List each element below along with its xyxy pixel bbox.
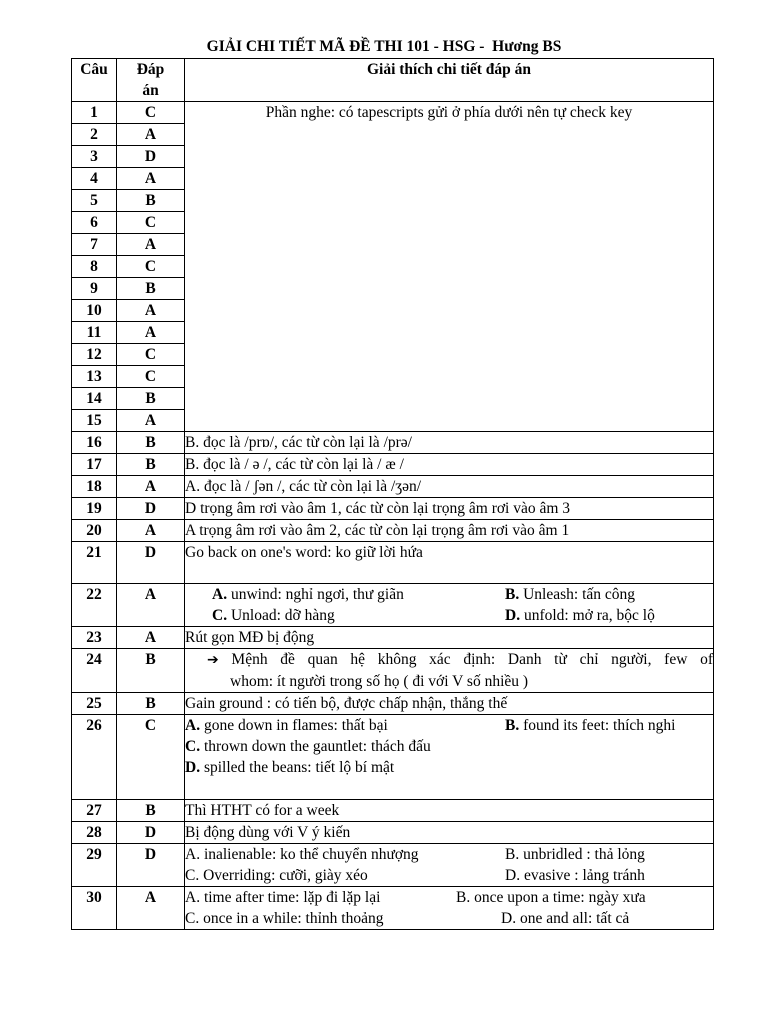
option-label: C.	[185, 738, 201, 755]
question-number: 25	[72, 693, 117, 715]
answer-letter: A	[117, 476, 185, 498]
header-cau	[72, 59, 117, 102]
header-giai-thich	[185, 59, 714, 102]
option-line	[185, 605, 713, 626]
header-dap-an	[117, 59, 185, 102]
explanation-line	[185, 649, 713, 671]
answer-letter: C	[117, 344, 185, 366]
question-number: 18	[72, 476, 117, 498]
document-title: GIẢI CHI TIẾT MÃ ĐỀ THI 101 - HSG - Hương BS	[206, 38, 562, 55]
answer-letter: D	[117, 822, 185, 844]
question-number: 29	[72, 844, 117, 887]
option-label: C.	[212, 607, 228, 624]
question-number: 5	[72, 190, 117, 212]
answer-letter: B	[117, 278, 185, 300]
explanation: D trọng âm rơi vào âm 1, các từ còn lại trọng âm rơi vào âm 3	[185, 498, 714, 520]
option-label: B.	[505, 717, 520, 734]
option-text: unfold: mở ra, bộc lộ	[520, 607, 655, 624]
table-row	[72, 454, 714, 476]
question-number: 22	[72, 584, 117, 627]
answer-letter: A	[117, 410, 185, 432]
answer-letter: D	[117, 844, 185, 887]
option-text: thrown down the gauntlet: thách đấu	[200, 738, 431, 755]
option-text: unwind: nghỉ ngơi, thư giãn	[227, 586, 404, 603]
answer-letter: C	[117, 212, 185, 234]
answer-letter: C	[117, 102, 185, 124]
answer-letter: B	[117, 693, 185, 715]
explanation	[185, 844, 714, 887]
option-b	[505, 715, 675, 736]
option-text: gone down in flames: thất bại	[200, 717, 388, 734]
table-row	[72, 584, 714, 627]
header-cau-label: Câu	[80, 61, 108, 78]
option-d: D. one and all: tất cả	[501, 910, 630, 927]
answer-letter: D	[117, 146, 185, 168]
table-header-row	[72, 59, 714, 102]
option-a	[212, 584, 505, 605]
question-number: 21	[72, 542, 117, 584]
option-a	[185, 715, 505, 736]
table-row	[72, 800, 714, 822]
listening-note: Phần nghe: có tapescripts gửi ở phía dưới nên tự check key	[185, 102, 714, 432]
option-text: Unload: dỡ hàng	[227, 607, 335, 624]
question-number: 23	[72, 627, 117, 649]
answer-letter: B	[117, 432, 185, 454]
question-number: 11	[72, 322, 117, 344]
question-number: 4	[72, 168, 117, 190]
table-row	[72, 542, 714, 584]
answer-letter: C	[117, 256, 185, 278]
explanation: Gain ground : có tiến bộ, được chấp nhận, thắng thế	[185, 693, 714, 715]
answer-letter: B	[117, 800, 185, 822]
answer-letter: A	[117, 300, 185, 322]
explanation	[185, 715, 714, 800]
option-c	[212, 605, 505, 626]
answer-letter: D	[117, 498, 185, 520]
question-number: 26	[72, 715, 117, 800]
option-label: B.	[505, 586, 520, 603]
option-c: C. once in a while: thỉnh thoảng	[185, 910, 384, 927]
answer-letter: A	[117, 584, 185, 627]
explanation	[185, 649, 714, 693]
explanation-text: whom: ít người trong số họ ( đi với V số nhiều )	[230, 673, 529, 690]
table-row	[72, 887, 714, 930]
option-line	[185, 865, 713, 886]
header-giai-thich-label: Giải thích chi tiết đáp án	[366, 61, 532, 78]
explanation: Go back on one's word: ko giữ lời hứa	[185, 542, 714, 584]
explanation	[185, 584, 714, 627]
answer-table	[71, 58, 714, 930]
table-row	[72, 649, 714, 693]
answer-letter: A	[117, 168, 185, 190]
option-line	[185, 584, 713, 605]
question-number: 10	[72, 300, 117, 322]
answer-letter: A	[117, 887, 185, 930]
option-text: found its feet: thích nghi	[519, 717, 676, 734]
explanation: Thì HTHT có for a week	[185, 800, 714, 822]
option-a: A. time after time: lặp đi lặp lại	[185, 889, 381, 906]
explanation: Bị động dùng với V ý kiến	[185, 822, 714, 844]
question-number: 17	[72, 454, 117, 476]
question-number: 7	[72, 234, 117, 256]
answer-letter: A	[117, 234, 185, 256]
option-b: B. unbridled : thả lỏng	[505, 846, 645, 863]
table-row	[72, 693, 714, 715]
answer-letter: B	[117, 454, 185, 476]
question-number: 16	[72, 432, 117, 454]
table-row	[72, 627, 714, 649]
option-line	[185, 908, 713, 929]
answer-letter: B	[117, 649, 185, 693]
table-row	[72, 476, 714, 498]
table-row	[72, 432, 714, 454]
option-line	[185, 887, 713, 908]
question-number: 9	[72, 278, 117, 300]
option-label: D.	[185, 759, 201, 776]
question-number: 20	[72, 520, 117, 542]
option-d	[505, 605, 655, 626]
answer-letter: A	[117, 627, 185, 649]
question-number: 28	[72, 822, 117, 844]
answer-letter: C	[117, 715, 185, 800]
explanation: Rút gọn MĐ bị động	[185, 627, 714, 649]
question-number: 12	[72, 344, 117, 366]
answer-letter: A	[117, 520, 185, 542]
table-row	[72, 715, 714, 800]
option-b	[505, 584, 635, 605]
option-line	[185, 715, 713, 736]
question-number: 27	[72, 800, 117, 822]
option-text: Unleash: tấn công	[519, 586, 636, 603]
answer-letter: D	[117, 542, 185, 584]
explanation: B. đọc là /prɒ/, các từ còn lại là /prə/	[185, 432, 714, 454]
question-number: 14	[72, 388, 117, 410]
question-number: 3	[72, 146, 117, 168]
option-c: C. Overriding: cưỡi, giày xéo	[185, 867, 368, 884]
explanation: A. đọc là / ʃən /, các từ còn lại là /ʒən/	[185, 476, 714, 498]
option-d	[185, 757, 713, 778]
option-label: D.	[505, 607, 521, 624]
question-number: 6	[72, 212, 117, 234]
table-row	[72, 520, 714, 542]
arrow-right-icon: ➔	[207, 652, 219, 668]
option-d: D. evasive : lảng tránh	[505, 867, 645, 884]
table-row	[72, 102, 714, 124]
question-number: 19	[72, 498, 117, 520]
answer-letter: C	[117, 366, 185, 388]
option-text: spilled the beans: tiết lộ bí mật	[200, 759, 395, 776]
table-row	[72, 822, 714, 844]
explanation: B. đọc là / ə /, các từ còn lại là / æ /	[185, 454, 714, 476]
header-dap-an-line2: án	[142, 82, 159, 99]
question-number: 24	[72, 649, 117, 693]
option-label: A.	[185, 717, 201, 734]
question-number: 1	[72, 102, 117, 124]
option-c	[185, 736, 713, 757]
question-number: 30	[72, 887, 117, 930]
answer-letter: B	[117, 388, 185, 410]
question-number: 8	[72, 256, 117, 278]
option-b: B. once upon a time: ngày xưa	[456, 889, 646, 906]
question-number: 13	[72, 366, 117, 388]
question-number: 2	[72, 124, 117, 146]
explanation-text: Mệnh đề quan hệ không xác định: Danh từ chỉ người, few of	[218, 651, 713, 668]
explanation	[185, 887, 714, 930]
answer-letter: B	[117, 190, 185, 212]
explanation: A trọng âm rơi vào âm 2, các từ còn lại trọng âm rơi vào âm 1	[185, 520, 714, 542]
header-dap-an-line1: Đáp	[136, 61, 165, 78]
option-a: A. inalienable: ko thể chuyển nhượng	[185, 846, 419, 863]
answer-letter: A	[117, 124, 185, 146]
answer-letter: A	[117, 322, 185, 344]
table-row	[72, 498, 714, 520]
option-line	[185, 844, 713, 865]
table-row	[72, 844, 714, 887]
question-number: 15	[72, 410, 117, 432]
option-label: A.	[212, 586, 228, 603]
